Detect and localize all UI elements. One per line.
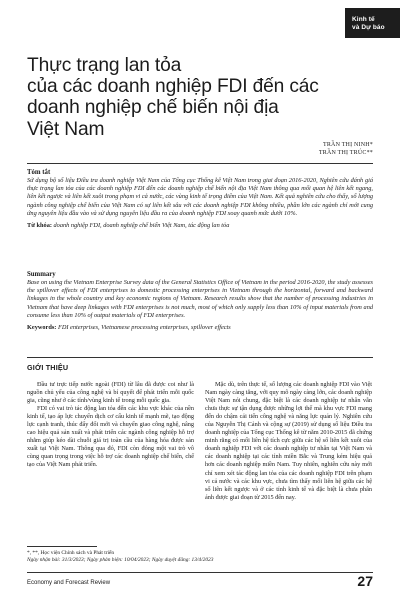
title-line-4: Việt Nam	[27, 118, 105, 140]
vietnamese-abstract	[27, 168, 373, 230]
author-list	[319, 141, 373, 157]
en-keywords-label: Keywords:	[27, 324, 57, 332]
footnote-divider	[27, 546, 97, 547]
footnote	[27, 550, 227, 564]
title-line-3: doanh nghiệp chế biến nội địa	[27, 97, 279, 119]
english-abstract	[27, 270, 373, 332]
en-keywords	[27, 324, 373, 332]
journal-name: Economy and Forecast Review	[27, 580, 111, 586]
badge-line-1: Kinh tế	[352, 16, 375, 23]
intro-paragraph-1: Đầu tư trực tiếp nước ngoài (FDI) từ lâu đã được coi như là nguồn chủ yếu của công nghệ và bí quyết để phát triển mỗi quốc gia, cũng như ở các tỉnh/vùng kinh tế trong mỗi quốc gia.	[27, 381, 194, 405]
intro-paragraph-3: Mặc dù, trên thực tế, số lượng các doanh nghiệp FDI vào Việt Nam ngày càng tăng, với quy mô ngày càng lớn, các doanh nghiệp Việt Nam nói chung, đặc biệt là các doanh nghiệp tư nhân vẫn chưa thực sự tận dụng được những lợi thế mà khu vực FDI mang đến do chậm cải tiến công nghệ và năng lực quản lý. Nghiên cứu của Nguyễn Thị Cảnh và cộng sự (2019) sử dụng số liệu Điều tra doanh nghiệp của Tổng cục Thống kê từ năm 2010-2015 đã chứng minh rằng có mối liên hệ tích cực giữa các hệ số liên kết xuôi của doanh nghiệp FDI với các doanh nghiệp tư nhân tại Việt Nam và các doanh nghiệp tại các tỉnh miền Bắc và Trung kém hiệu quả hơn các doanh nghiệp miền Nam. Tuy nhiên, nghiên cứu này mới chỉ xem xét tác động lan tỏa của các doanh nghiệp FDI trên phạm vi cả nước và các khu vực, chưa tìm thấy mối liên hệ giữa các hệ số liên kết ngược và ở các tỉnh kinh tế và đặc biệt là chưa phân ánh được giai đoạn từ 2015 đến nay.	[205, 381, 372, 501]
footnote-affiliation: *, **, Học viện Chính sách và Phát triển	[27, 550, 115, 556]
footer-divider	[27, 572, 373, 573]
vi-keywords	[27, 222, 373, 230]
intro-paragraph-2: FDI có vai trò tác động lan tỏa đến các khu vực khác của nền kinh tế, tạo áp lực chuyển dịch cơ cấu kinh tế mạnh mẽ, tạo động lực cạnh tranh, thúc đẩy đổi mới và chuyển giao công nghệ, nâng cao hiệu quả sản xuất và phát triển các ngành công nghiệp hỗ trợ nhằm giúp kéo dài chuỗi giá trị toàn cầu của hàng hóa được sản xuất tại Việt Nam. Thông qua đó, FDI còn đóng một vai trò vô cùng quan trọng trong việc hỗ trợ các doanh nghiệp chế biến, chế tạo của Việt Nam phát triển.	[27, 405, 194, 469]
section-badge	[345, 8, 400, 38]
title-line-2: của các doanh nghiệp FDI đến các	[27, 76, 319, 98]
badge-line-2: và Dự báo	[352, 23, 385, 31]
article-title	[27, 55, 367, 140]
vi-keywords-text: doanh nghiệp FDI, doanh nghiệp chế biến Việt Nam, tác động lan tỏa	[53, 222, 230, 230]
vi-keywords-label: Từ khóa:	[27, 222, 52, 230]
author-2: TRẦN THỊ TRÚC**	[318, 150, 373, 156]
intro-heading: GIỚI THIỆU	[27, 363, 69, 372]
en-keywords-text: FDI enterprises, Vietnamese processing enterprises, spillover effects	[57, 324, 231, 332]
en-abstract-heading: Summary	[27, 271, 56, 278]
vi-abstract-body: Sử dụng bộ số liệu Điều tra doanh nghiệp Việt Nam của Tổng cục Thống kê Việt Nam trong giai đoạn 2016-2020, Nghiên cứu đánh giá thực trạng lan tỏa của các doanh nghiệp FDI đến các doanh nghiệp chế biến nội địa Việt Nam thông qua mối quan hệ liên kết ngang, liên kết ngược và liên kết xuôi trong phạm vi cả nước, các vùng kinh tế trọng điểm của Việt Nam. Kết quả nghiên cứu cho thấy, số lượng ngành công nghiệp chế biến của Việt Nam có sự liên kết sâu với các doanh nghiệp FDI không nhiều, phần lớn các ngành chỉ mới cung ứng nguyên liệu đầu vào và sử dụng nguyên liệu đầu ra của doanh nghiệp FDI xoay quanh mức dưới 10%.	[27, 177, 373, 217]
en-abstract-body: Base on using the Vietnam Enterprise Survey data of the General Statistics Office of Vietnam in the period 2016-2020, the study assesses the spillover effects of FDI enterprises to domestic processing enterprises in Vietnam through the horizontal, forward and backward linkages in the whole country and key economic regions of Vietnam. Research results show that the number of processing industries in Vietnam that have deep linkages with FDI enterprises is not much, most of which only supply less than 10% of input materials from and consume less than 10% of output materials of FDI enterprises.	[27, 279, 373, 319]
vi-abstract-heading: Tóm tắt	[27, 169, 51, 176]
body-column-right	[205, 381, 372, 502]
page-number: 27	[357, 573, 373, 589]
body-column-left	[27, 381, 194, 470]
abstract-bottom-divider	[27, 357, 373, 358]
title-line-1: Thực trạng lan tỏa	[27, 55, 182, 76]
abstract-top-divider	[27, 163, 373, 164]
author-1: TRẦN THỊ NINH*	[322, 142, 373, 148]
footnote-dates: Ngày nhận bài: 31/3/2023; Ngày phản biện: 10/04/2023; Ngày duyệt đăng: 13/4/2023	[27, 557, 214, 563]
